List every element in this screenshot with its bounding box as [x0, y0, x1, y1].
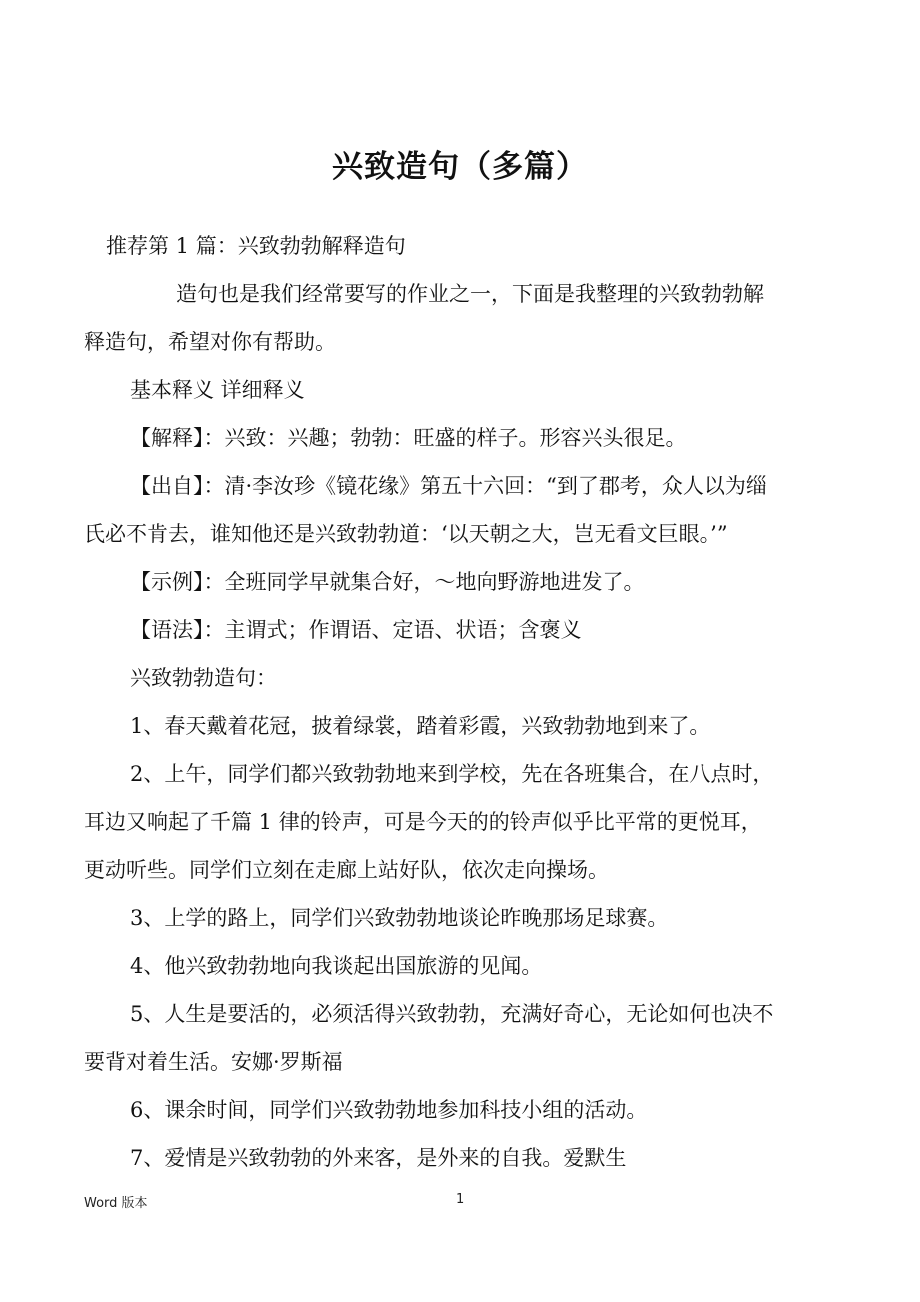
- sentence-2: [84, 750, 844, 894]
- sentence-7: 7、爱情是兴致勃勃的外来客，是外来的自我。爱默生: [130, 1146, 627, 1170]
- sentence-2-line-1: 2、上午，同学们都兴致勃勃地来到学校，先在各班集合，在八点时，: [130, 762, 774, 786]
- source-line-1: 【出自】：清·李汝珍《镜花缘》第五十六回：“到了郡考，众人以为缁: [130, 474, 767, 498]
- sentence-5-line-2: 要背对着生活。安娜·罗斯福: [84, 1050, 343, 1074]
- source-line-2: 氏必不肯去，谁知他还是兴致勃勃道：‘以天朝之大，岂无看文巨眼。’”: [84, 522, 728, 546]
- example-paragraph: 【示例】：全班同学早就集合好，～地向野游地进发了。: [130, 570, 645, 594]
- footer-version-label: Word 版本: [84, 1196, 148, 1211]
- intro-paragraph: [84, 270, 844, 366]
- sentence-1: 1、春天戴着花冠，披着绿裳，踏着彩霞，兴致勃勃地到来了。: [130, 714, 711, 738]
- sentence-2-line-2: 耳边又响起了千篇 1 律的铃声，可是今天的的铃声似乎比平常的更悦耳，: [84, 810, 762, 834]
- definition-tabs-line: 基本释义 详细释义: [130, 378, 305, 402]
- sentence-4: 4、他兴致勃勃地向我谈起出国旅游的见闻。: [130, 954, 543, 978]
- sentence-5: [84, 990, 844, 1086]
- section-heading: 推荐第 1 篇：兴致勃勃解释造句: [106, 234, 406, 258]
- intro-line-1: 造句也是我们经常要写的作业之一，下面是我整理的兴致勃勃解: [176, 282, 764, 306]
- footer-page-number: 1: [456, 1192, 465, 1207]
- sentences-heading: 兴致勃勃造句：: [130, 666, 277, 690]
- source-paragraph: [84, 462, 844, 558]
- sentence-2-line-3: 更动听些。同学们立刻在走廊上站好队，依次走向操场。: [84, 858, 609, 882]
- document-title: 兴致造句（多篇）: [332, 149, 588, 185]
- intro-line-2: 释造句，希望对你有帮助。: [84, 330, 336, 354]
- document-body: [84, 222, 844, 1182]
- sentence-3: 3、上学的路上，同学们兴致勃勃地谈论昨晚那场足球赛。: [130, 906, 669, 930]
- sentence-6: 6、课余时间，同学们兴致勃勃地参加科技小组的活动。: [130, 1098, 648, 1122]
- sentence-5-line-1: 5、人生是要活的，必须活得兴致勃勃，充满好奇心，无论如何也决不: [130, 1002, 774, 1026]
- explanation-paragraph: 【解释】：兴致：兴趣；勃勃：旺盛的样子。形容兴头很足。: [130, 426, 687, 450]
- grammar-paragraph: 【语法】：主谓式；作谓语、定语、状语；含褒义: [130, 618, 582, 642]
